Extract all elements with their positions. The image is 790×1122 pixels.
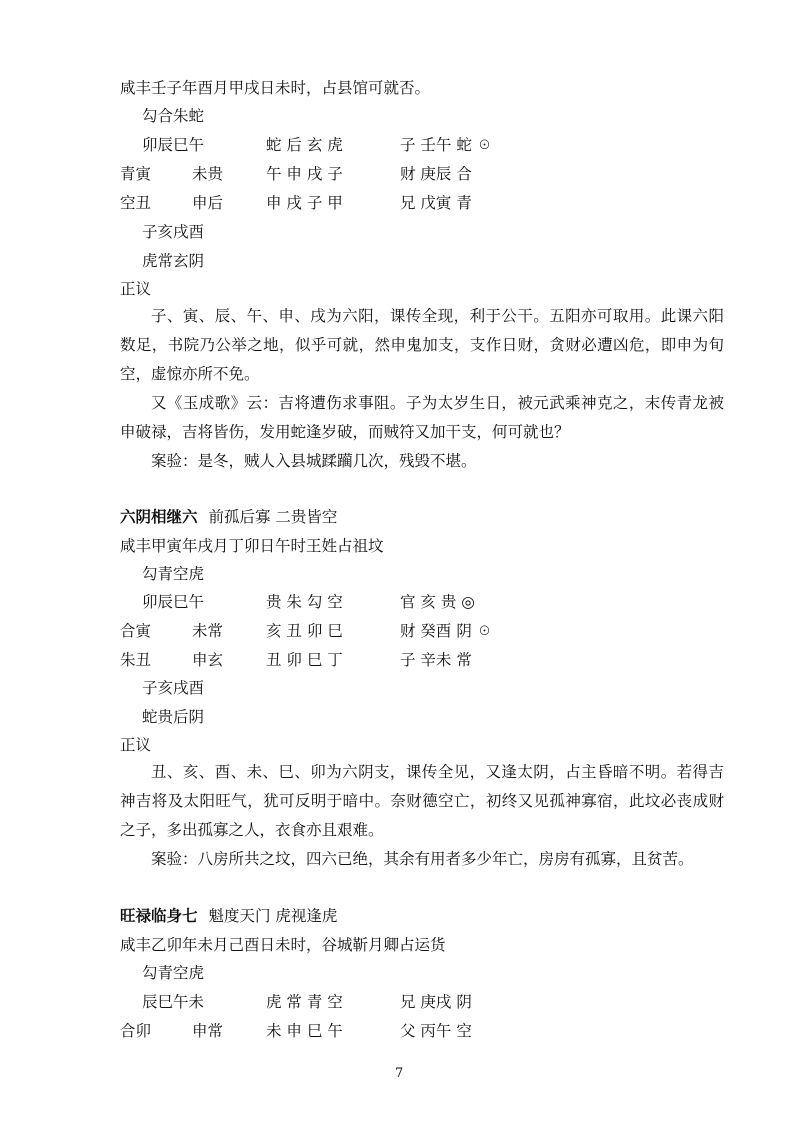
chart-row: 蛇贵后阴 — [142, 708, 205, 726]
chart-cell: 青寅 — [120, 165, 152, 183]
chart-row — [0, 649, 790, 671]
chart-row — [0, 192, 790, 214]
heading-subtitle: 魁度天门 虎视逢虎 — [208, 907, 338, 925]
chart-cell: 辰巳午未 — [142, 993, 205, 1011]
heading-subtitle: 前孤后寡 二贵皆空 — [208, 508, 338, 526]
line-gods: 勾合朱蛇 — [142, 107, 205, 125]
paragraph: 案验：八房所共之坟，四六已绝，其余有用者多少年亡，房房有孤寡，且贫苦。 — [151, 850, 694, 868]
chart-cell: 合卯 — [120, 1022, 152, 1040]
paragraph: 子、寅、辰、午、申、戌为六阳，课传全现，利于公干。五阳亦可取用。此课六阳数足，书院乃公举之地，似乎可就，然申鬼加支，支作日财，贪财必遭凶危，即申为旬空，虚惊亦所不免。 — [120, 307, 724, 383]
paragraph: 案验：是冬，贼人入县城蹂躏几次，残毁不堪。 — [151, 452, 477, 470]
chart-cell: 未贵 — [192, 165, 224, 183]
chart-cell: 未常 — [192, 622, 224, 640]
chart-cell: 亥 丑 卯 巳 — [266, 622, 343, 640]
section-label: 正议 — [120, 280, 152, 298]
line-gods: 勾青空虎 — [142, 565, 205, 583]
section-heading — [120, 506, 337, 528]
chart-row — [0, 591, 790, 613]
chart-cell: 兄 庚戌 阴 — [400, 993, 472, 1011]
paragraph: 丑、亥、酉、未、巳、卯为六阴支，课传全见，又逢太阴，占主昏暗不明。若得吉神吉将及太阳旺气，犹可反明于暗中。奈财德空亡，初终又见孤神寡宿，此坟必丧成财之子，多出孤寡之人，衣食亦且艰难。 — [120, 763, 724, 839]
heading-title: 六阴相继六 — [120, 507, 198, 526]
chart-cell: 合寅 — [120, 622, 152, 640]
section-label: 正议 — [120, 736, 152, 754]
chart-cell: 卯辰巳午 — [142, 136, 205, 154]
chart-row: 子亥戌酉 — [142, 679, 205, 697]
chart-row — [0, 134, 790, 156]
chart-cell: 贵 朱 勾 空 — [266, 593, 343, 611]
chart-cell: 申玄 — [192, 651, 224, 669]
page-number: 7 — [395, 1066, 404, 1081]
chart-cell: 丑 卯 巳 丁 — [266, 651, 343, 669]
chart-cell: 申后 — [192, 194, 224, 212]
chart-cell: 财 庚辰 合 — [400, 165, 472, 183]
chart-cell: 朱丑 — [120, 651, 152, 669]
chart-row — [0, 1020, 790, 1042]
chart-cell: 父 丙午 空 — [400, 1022, 472, 1040]
section-heading — [120, 905, 337, 927]
chart-row: 子亥戌酉 — [142, 223, 205, 241]
chart-cell: 官 亥 贵 ◎ — [400, 593, 475, 611]
chart-cell: 未 申 巳 午 — [266, 1022, 343, 1040]
chart-cell: 虎 常 青 空 — [266, 993, 343, 1011]
chart-cell: 申常 — [192, 1022, 224, 1040]
chart-row — [0, 991, 790, 1013]
case-title: 咸丰甲寅年戌月丁卯日午时王姓占祖坟 — [120, 537, 384, 555]
chart-cell: 兄 戊寅 青 — [400, 194, 472, 212]
chart-cell: 申 戌 子 甲 — [266, 194, 343, 212]
heading-title: 旺禄临身七 — [120, 906, 198, 925]
case-title: 咸丰壬子年酉月甲戌日未时，占县馆可就否。 — [120, 79, 431, 97]
case-title: 咸丰乙卯年未月己酉日未时，谷城靳月卿占运货 — [120, 936, 446, 954]
chart-cell: 午 申 戌 子 — [266, 165, 343, 183]
chart-cell: 财 癸酉 阴 ☉ — [400, 622, 493, 640]
chart-row: 虎常玄阴 — [142, 252, 205, 270]
chart-cell: 卯辰巳午 — [142, 593, 205, 611]
paragraph: 又《玉成歌》云：吉将遭伤求事阻。子为太岁生日，被元武乘神克之，末传青龙被申破禄，吉将皆伤，发用蛇逢岁破，而贼符又加干支，何可就也？ — [120, 394, 724, 441]
line-gods: 勾青空虎 — [142, 964, 205, 982]
chart-row — [0, 620, 790, 642]
chart-cell: 空丑 — [120, 194, 152, 212]
chart-row — [0, 163, 790, 185]
chart-cell: 子 辛未 常 — [400, 651, 472, 669]
chart-cell: 蛇 后 玄 虎 — [266, 136, 343, 154]
chart-cell: 子 壬午 蛇 ☉ — [400, 136, 493, 154]
